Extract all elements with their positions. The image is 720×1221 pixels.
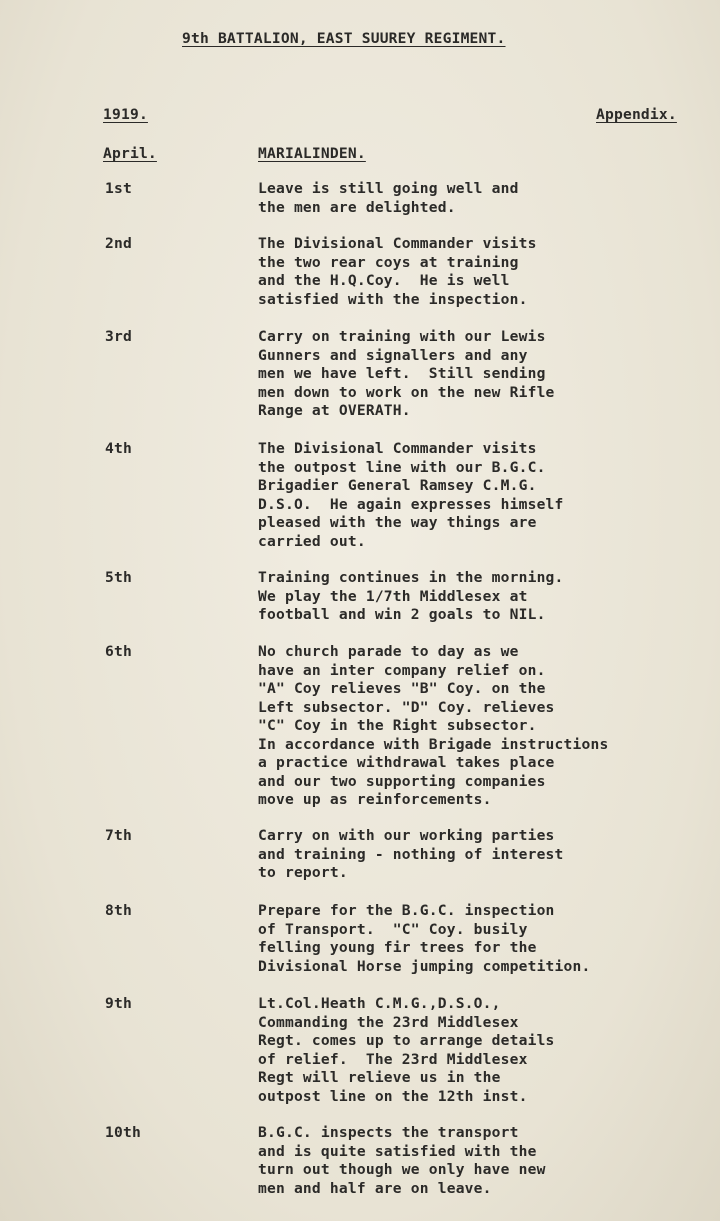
entry-text-line: men and half are on leave.	[258, 1179, 492, 1197]
entry-date: 6th	[105, 643, 132, 660]
year-heading: 1919.	[103, 106, 148, 123]
entry-text-line: We play the 1/7th Middlesex at	[258, 587, 528, 605]
entry-text-line: of Transport. "C" Coy. busily	[258, 920, 528, 938]
entry-text-line: Lt.Col.Heath C.M.G.,D.S.O.,	[258, 995, 501, 1012]
entry-text-line: pleased with the way things are	[258, 514, 537, 531]
entry-text-line: outpost line on the 12th inst.	[258, 1087, 528, 1105]
entry-text-line: felling young fir trees for the	[258, 939, 537, 956]
entry-text-line: turn out though we only have new	[258, 1161, 546, 1178]
entry-text-line: No church parade to day as we	[258, 643, 519, 660]
place-heading: MARIALINDEN.	[258, 145, 366, 162]
document-title: 9th BATTALION, EAST SUUREY REGIMENT.	[182, 30, 506, 47]
entry-text-line: and the H.Q.Coy. He is well	[258, 272, 510, 289]
entry-text-line: Divisional Horse jumping competition.	[258, 957, 591, 975]
entry-date: 5th	[105, 569, 132, 586]
entry-text-line: the outpost line with our B.G.C.	[258, 458, 546, 476]
entry-text-line: move up as reinforcements.	[258, 791, 492, 808]
entry-text-line: the men are delighted.	[258, 198, 456, 216]
entry-text-line: "C" Coy in the Right subsector.	[258, 717, 537, 734]
entry-text-line: Leave is still going well and	[258, 180, 519, 197]
entry-date: 8th	[105, 902, 132, 919]
entry-text-line: and our two supporting companies	[258, 772, 546, 790]
entry-text-line: of relief. The 23rd Middlesex	[258, 1050, 528, 1068]
entry-date: 4th	[105, 440, 132, 457]
entry-text-line: men down to work on the new Rifle	[258, 383, 555, 401]
entry-text-line: In accordance with Brigade instructions	[258, 735, 609, 753]
entry-text-line: Carry on with our working parties	[258, 827, 555, 844]
entry-text-line: men we have left. Still sending	[258, 365, 546, 382]
month-heading: April.	[103, 145, 157, 162]
entry-text-line: Brigadier General Ramsey C.M.G.	[258, 477, 537, 494]
entry-date: 2nd	[105, 235, 132, 252]
entry-text-line: the two rear coys at training	[258, 253, 519, 271]
entry-text-line: Regt will relieve us in the	[258, 1069, 501, 1086]
entry-text-line: The Divisional Commander visits	[258, 235, 537, 252]
entry-text-line: carried out.	[258, 532, 366, 550]
entry-text-line: and training - nothing of interest	[258, 845, 564, 863]
entry-text-line: Training continues in the morning.	[258, 569, 564, 586]
entry-text-line: B.G.C. inspects the transport	[258, 1124, 519, 1141]
entry-text-line: satisfied with the inspection.	[258, 290, 528, 308]
entry-text-line: Regt. comes up to arrange details	[258, 1032, 555, 1049]
entry-text-line: Left subsector. "D" Coy. relieves	[258, 698, 555, 716]
appendix-heading: Appendix.	[596, 106, 677, 123]
entry-text-line: Prepare for the B.G.C. inspection	[258, 902, 555, 919]
entry-text-line: Range at OVERATH.	[258, 402, 411, 419]
entry-text-line: The Divisional Commander visits	[258, 440, 537, 457]
entry-text-line: have an inter company relief on.	[258, 661, 546, 679]
entry-text-line: Commanding the 23rd Middlesex	[258, 1013, 519, 1031]
entry-date: 3rd	[105, 328, 132, 345]
entry-date: 9th	[105, 995, 132, 1012]
entry-text-line: "A" Coy relieves "B" Coy. on the	[258, 680, 546, 697]
entry-text-line: to report.	[258, 864, 348, 881]
entry-date: 1st	[105, 180, 132, 197]
entry-date: 7th	[105, 827, 132, 844]
entry-date: 10th	[105, 1124, 141, 1141]
entry-text-line: Gunners and signallers and any	[258, 346, 528, 364]
entry-text-line: D.S.O. He again expresses himself	[258, 495, 564, 513]
entry-text-line: Carry on training with our Lewis	[258, 328, 546, 345]
entry-text-line: and is quite satisfied with the	[258, 1142, 537, 1160]
entry-text-line: a practice withdrawal takes place	[258, 754, 555, 771]
entry-text-line: football and win 2 goals to NIL.	[258, 606, 546, 623]
